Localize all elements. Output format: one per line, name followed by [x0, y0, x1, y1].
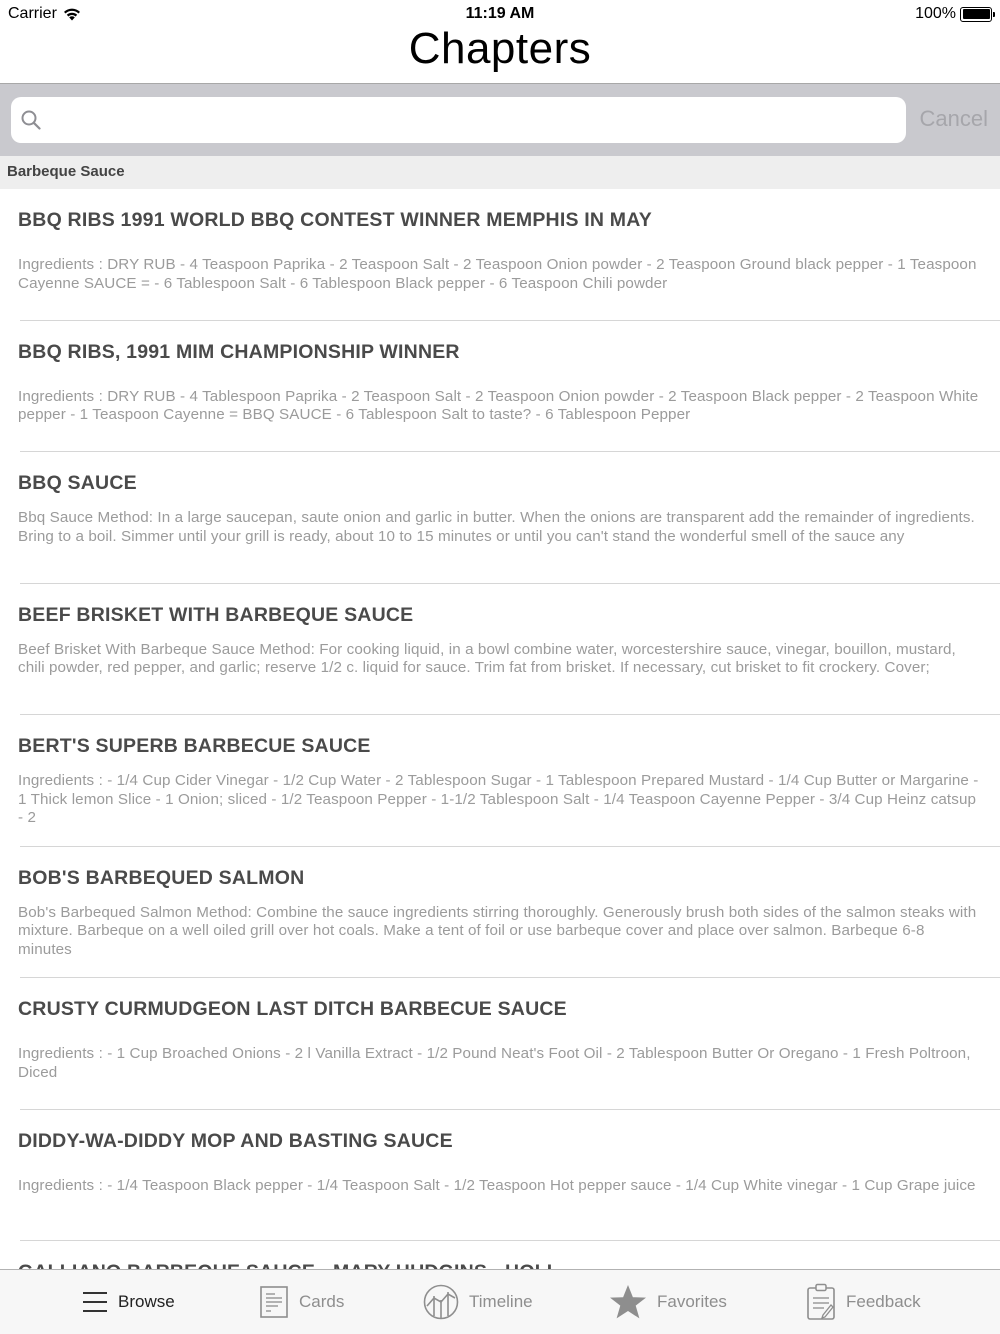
recipe-description: Bob's Barbequed Salmon Method: Combine the sauce ingredients stirring thoroughly. Generously brush both sides of the salmon steaks with mixture. Barbeque on a well oiled grill over hot coals. Make a tent of foil or use barbeque cover and place over salmon. Barbeque 6-8 minutes [18, 903, 977, 958]
list-item[interactable] [0, 584, 1000, 716]
section-header: Barbeque Sauce [0, 156, 1000, 189]
recipe-title: DIDDY-WA-DIDDY MOP AND BASTING SAUCE [18, 1129, 453, 1152]
tab-cards[interactable] [259, 1282, 344, 1322]
search-input[interactable] [49, 97, 906, 143]
menu-lines-icon [82, 1290, 108, 1314]
recipe-title: BERT'S SUPERB BARBECUE SAUCE [18, 735, 371, 757]
recipe-title: BEEF BRISKET WITH BARBEQUE SAUCE [18, 603, 414, 626]
search-icon [21, 110, 41, 130]
recipe-title: BBQ SAUCE [18, 472, 137, 494]
tab-feedback[interactable] [806, 1282, 921, 1322]
tab-label: Timeline [469, 1292, 533, 1311]
tab-timeline[interactable] [423, 1282, 533, 1322]
list-item[interactable] [0, 847, 1000, 979]
tab-favorites[interactable] [609, 1282, 727, 1322]
list-item[interactable] [0, 978, 1000, 1110]
page-title: Chapters [408, 24, 592, 73]
search-field[interactable] [11, 97, 906, 143]
clock: 11:19 AM [465, 5, 535, 22]
list-item[interactable] [0, 1110, 1000, 1242]
wifi-icon [63, 8, 81, 21]
cancel-button[interactable]: Cancel [919, 106, 988, 131]
recipe-list [0, 189, 1000, 1334]
recipe-title: BOB'S BARBEQUED SALMON [18, 866, 305, 889]
timeline-circle-icon [423, 1284, 459, 1320]
recipe-title: CRUSTY CURMUDGEON LAST DITCH BARBECUE SAUCE [18, 998, 567, 1020]
recipe-title: BBQ RIBS, 1991 MIM CHAMPIONSHIP WINNER [18, 340, 460, 363]
recipe-description: Ingredients : DRY RUB - 4 Teaspoon Paprika - 2 Teaspoon Salt - 2 Teaspoon Onion powder - 2 Teaspoon Ground black pepper - 1 Teaspoon Cayenne SAUCE = - 6 Tablespoon Salt - 6 Tablespoon Black pepper - 6 Teaspoon Chili powder [18, 256, 977, 292]
tab-label: Favorites [657, 1292, 727, 1311]
card-document-icon [259, 1285, 289, 1319]
recipe-description: Bbq Sauce Method: In a large saucepan, saute onion and garlic in butter. When the onions are transparent add the remainder of ingredients. Bring to a boil. Simmer until your grill is ready, about 10 to 15 minutes or until you can't stand the wonderful smell of the sauce any [18, 509, 975, 545]
battery-icon [960, 7, 992, 22]
recipe-description: Ingredients : - 1/4 Cup Cider Vinegar - 1/2 Cup Water - 2 Tablespoon Sugar - 1 Tablespoon Prepared Mustard - 1/4 Cup Butter or Margarine - 1 Thick lemon Slice - 1 Onion; sliced - 1/2 Teaspoon Pepper - 1-1/2 Tablespoon Salt - 1/4 Teaspoon Cayenne Pepper - 3/4 Cup Heinz catsup - 2 [18, 772, 979, 827]
list-item[interactable] [0, 715, 1000, 847]
recipe-description: Ingredients : - 1/4 Teaspoon Black pepper - 1/4 Teaspoon Salt - 1/2 Teaspoon Hot pepper sauce - 1/4 Cup White vinegar - 1 Cup Grape juice [18, 1176, 976, 1194]
tab-label: Browse [118, 1292, 175, 1311]
list-item[interactable] [0, 452, 1000, 584]
list-item[interactable] [0, 189, 1000, 321]
recipe-description: Ingredients : - 1 Cup Broached Onions - 2 l Vanilla Extract - 1/2 Pound Neat's Foot Oil - 2 Tablespoon Butter Or Oregano - 1 Fresh Poltroon, Diced [18, 1045, 971, 1081]
recipe-description: Beef Brisket With Barbeque Sauce Method: For cooking liquid, in a bowl combine water, worcestershire sauce, vinegar, bouillon, mustard, chili powder, red pepper, and garlic; reserve 1/2 c. liquid for sauce. Trim fat from brisket. If necessary, cut brisket to fit crockery. Cover; [18, 640, 956, 677]
battery-indicator [915, 5, 992, 23]
star-icon [609, 1284, 647, 1320]
recipe-title: BBQ RIBS 1991 WORLD BBQ CONTEST WINNER MEMPHIS IN MAY [18, 209, 652, 231]
tab-bar [0, 1269, 1000, 1334]
clipboard-icon [806, 1283, 836, 1321]
tab-label: Cards [299, 1292, 345, 1311]
recipe-description: Ingredients : DRY RUB - 4 Tablespoon Paprika - 2 Teaspoon Salt - 2 Teaspoon Onion powder - 2 Teaspoon Black pepper - 2 Teaspoon White pepper - 1 Teaspoon Cayenne = BBQ SAUCE - 6 Tablespoon Salt to taste? - 6 Tablespoon Pepper [18, 387, 979, 424]
tab-label: Feedback [846, 1292, 921, 1311]
tab-browse[interactable] [82, 1282, 175, 1322]
battery-percent: 100% [915, 5, 956, 22]
list-item[interactable] [0, 321, 1000, 453]
carrier-label: Carrier [8, 5, 57, 22]
search-bar [0, 84, 1000, 156]
carrier-indicator [8, 5, 81, 23]
